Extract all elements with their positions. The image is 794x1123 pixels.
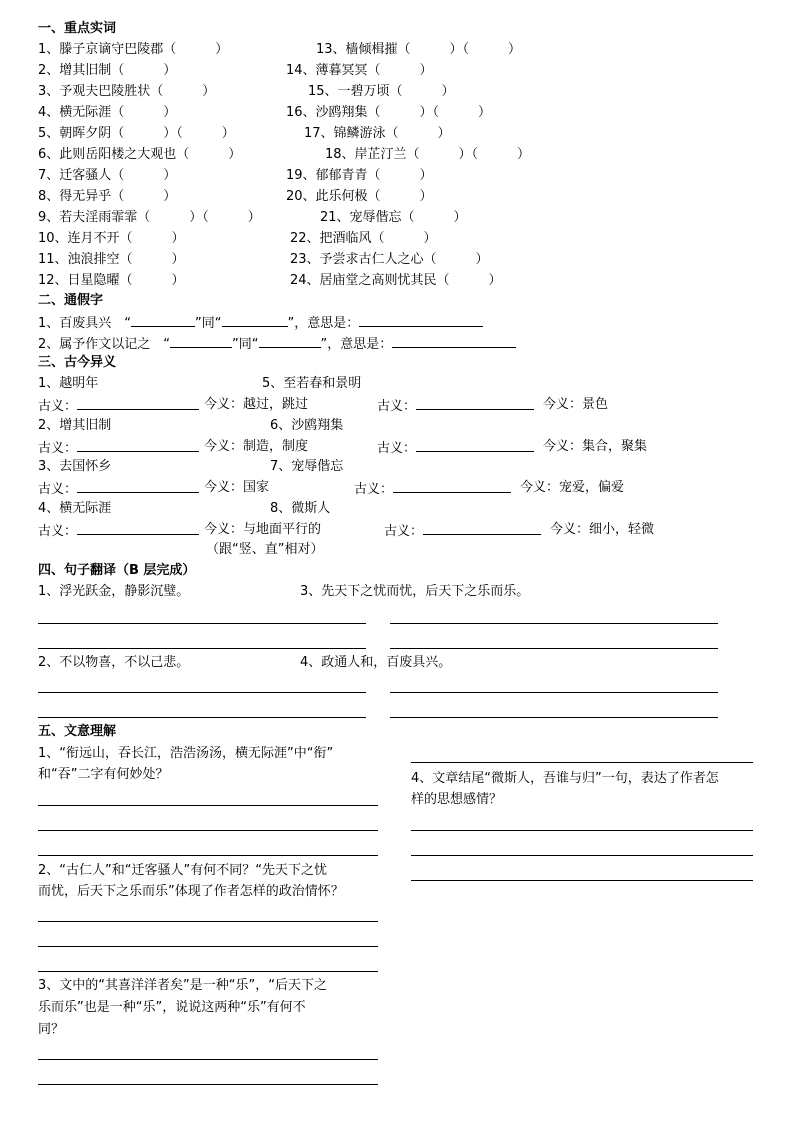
- jinyi: 今义：细小，轻微: [550, 522, 655, 537]
- vocab-item: 19、郁郁青青（ ）: [286, 168, 433, 183]
- section-2-title: 二、通假字: [38, 293, 104, 308]
- answer-blank[interactable]: [77, 521, 199, 535]
- answer-line[interactable]: [411, 762, 753, 763]
- vocab-item: 2、增其旧制（ ）: [38, 63, 177, 78]
- translate-q3: 3、先天下之忧而忧，后天下之乐而乐。: [300, 584, 530, 599]
- answer-blank[interactable]: [359, 313, 483, 327]
- section-5-title: 五、文意理解: [38, 724, 117, 739]
- vocab-item: 18、岸芷汀兰（ ）（ ）: [325, 147, 531, 162]
- vocab-item: 10、连月不开（ ）: [38, 231, 185, 246]
- answer-line[interactable]: [38, 1059, 378, 1060]
- translate-q2: 2、不以物喜，不以己悲。: [38, 655, 190, 670]
- vocab-item: 20、此乐何极（ ）: [286, 189, 433, 204]
- answer-line[interactable]: [38, 623, 366, 624]
- gujin-word: 1、越明年: [38, 376, 99, 391]
- answer-line[interactable]: [38, 717, 366, 718]
- section-1-title: 一、重点实词: [38, 21, 117, 36]
- gujin-line: 古义：: [38, 396, 199, 416]
- answer-line[interactable]: [38, 971, 378, 972]
- translate-q4: 4、政通人和，百废具兴。: [300, 655, 452, 670]
- vocab-item: 1、滕子京谪守巴陵郡（ ）: [38, 42, 229, 57]
- answer-blank[interactable]: [423, 521, 541, 535]
- answer-line[interactable]: [38, 805, 378, 806]
- answer-blank[interactable]: [392, 334, 516, 348]
- jinyi: 今义：制造，制度: [204, 439, 309, 454]
- answer-blank[interactable]: [259, 334, 321, 348]
- answer-blank[interactable]: [170, 334, 232, 348]
- comprehension-q3: 乐而乐”也是一种“乐”，说说这两种“乐”有何不: [38, 1000, 306, 1015]
- vocab-item: 22、把酒临风（ ）: [290, 231, 437, 246]
- tongjia-q1: 1、百废具兴 “ ”同“ ”，意思是：: [38, 313, 483, 333]
- jinyi: 今义：景色: [543, 397, 609, 412]
- comprehension-q3: 同？: [38, 1022, 65, 1037]
- answer-blank[interactable]: [77, 396, 199, 410]
- gujin-word: 3、去国怀乡: [38, 459, 112, 474]
- gujin-line: 古义：: [377, 438, 534, 458]
- vocab-item: 5、朝晖夕阴（ ）（ ）: [38, 126, 235, 141]
- answer-blank[interactable]: [393, 479, 511, 493]
- comprehension-q2: 2、“古仁人”和“迁客骚人”有何不同？“先天下之忧: [38, 863, 327, 878]
- answer-line[interactable]: [390, 623, 718, 624]
- jinyi: 今义：国家: [204, 480, 270, 495]
- answer-blank[interactable]: [77, 479, 199, 493]
- vocab-item: 21、宠辱偕忘（ ）: [320, 210, 467, 225]
- vocab-item: 12、日星隐曜（ ）: [38, 273, 185, 288]
- answer-blank[interactable]: [416, 438, 534, 452]
- comprehension-q1: 1、“衔远山，吞长江，浩浩汤汤，横无际涯”中“衔”: [38, 746, 334, 761]
- jinyi: 今义：集合，聚集: [543, 439, 648, 454]
- translate-q1: 1、浮光跃金，静影沉璧。: [38, 584, 190, 599]
- comprehension-q4: 样的思想感情？: [411, 792, 503, 807]
- gujin-line: 古义：: [38, 479, 199, 499]
- vocab-item: 3、予观夫巴陵胜状（ ）: [38, 84, 216, 99]
- vocab-item: 7、迁客骚人（ ）: [38, 168, 177, 183]
- answer-line[interactable]: [38, 830, 378, 831]
- comprehension-q3: 3、文中的“其喜洋洋者矣”是一种“乐”，“后天下之: [38, 978, 327, 993]
- vocab-item: 24、居庙堂之高则忧其民（ ）: [290, 273, 502, 288]
- vocab-item: 16、沙鸥翔集（ ）（ ）: [286, 105, 492, 120]
- gujin-line: 古义：: [354, 479, 511, 499]
- vocab-item: 6、此则岳阳楼之大观也（ ）: [38, 147, 242, 162]
- gujin-line: 古义：: [384, 521, 541, 541]
- vocab-item: 13、樯倾楫摧（ ）（ ）: [316, 42, 522, 57]
- answer-line[interactable]: [411, 830, 753, 831]
- vocab-item: 14、薄暮冥冥（ ）: [286, 63, 433, 78]
- jinyi-note: （跟“竖、直”相对）: [206, 542, 324, 557]
- section-3-title: 三、古今异义: [38, 355, 117, 370]
- jinyi: 今义：越过，跳过: [204, 397, 309, 412]
- comprehension-q2: 而忧，后天下之乐而乐”体现了作者怎样的政治情怀？: [38, 884, 344, 899]
- answer-line[interactable]: [390, 692, 718, 693]
- answer-line[interactable]: [411, 880, 753, 881]
- vocab-item: 11、浊浪排空（ ）: [38, 252, 185, 267]
- comprehension-q1: 和“吞”二字有何妙处？: [38, 767, 169, 782]
- answer-blank[interactable]: [131, 313, 195, 327]
- gujin-word: 6、沙鸥翔集: [270, 418, 344, 433]
- gujin-line: 古义：: [38, 438, 199, 458]
- vocab-item: 23、予尝求古仁人之心（ ）: [290, 252, 489, 267]
- answer-line[interactable]: [38, 946, 378, 947]
- answer-line[interactable]: [390, 648, 718, 649]
- comprehension-q4: 4、文章结尾“微斯人，吾谁与归”一句，表达了作者怎: [411, 771, 719, 786]
- gujin-word: 4、横无际涯: [38, 501, 112, 516]
- answer-line[interactable]: [411, 855, 753, 856]
- answer-blank[interactable]: [416, 396, 534, 410]
- gujin-word: 7、宠辱偕忘: [270, 459, 344, 474]
- gujin-word: 5、至若春和景明: [262, 376, 362, 391]
- section-4-title: 四、句子翻译（B 层完成）: [38, 563, 196, 578]
- vocab-item: 4、横无际涯（ ）: [38, 105, 177, 120]
- vocab-item: 8、得无异乎（ ）: [38, 189, 177, 204]
- vocab-item: 9、若夫淫雨霏霏（ ）（ ）: [38, 210, 261, 225]
- gujin-line: 古义：: [377, 396, 534, 416]
- jinyi: 今义：与地面平行的: [204, 522, 322, 537]
- answer-line[interactable]: [390, 717, 718, 718]
- vocab-item: 15、一碧万顷（ ）: [308, 84, 455, 99]
- tongjia-q2: 2、属予作文以记之 “ ”同“ ”，意思是：: [38, 334, 516, 354]
- answer-line[interactable]: [38, 855, 378, 856]
- answer-line[interactable]: [38, 648, 366, 649]
- answer-line[interactable]: [38, 921, 378, 922]
- answer-line[interactable]: [38, 1084, 378, 1085]
- gujin-word: 8、微斯人: [270, 501, 331, 516]
- answer-line[interactable]: [38, 692, 366, 693]
- answer-blank[interactable]: [222, 313, 288, 327]
- vocab-item: 17、锦鳞游泳（ ）: [304, 126, 451, 141]
- answer-blank[interactable]: [77, 438, 199, 452]
- gujin-line: 古义：: [38, 521, 199, 541]
- gujin-word: 2、增其旧制: [38, 418, 112, 433]
- jinyi: 今义：宠爱，偏爱: [520, 480, 625, 495]
